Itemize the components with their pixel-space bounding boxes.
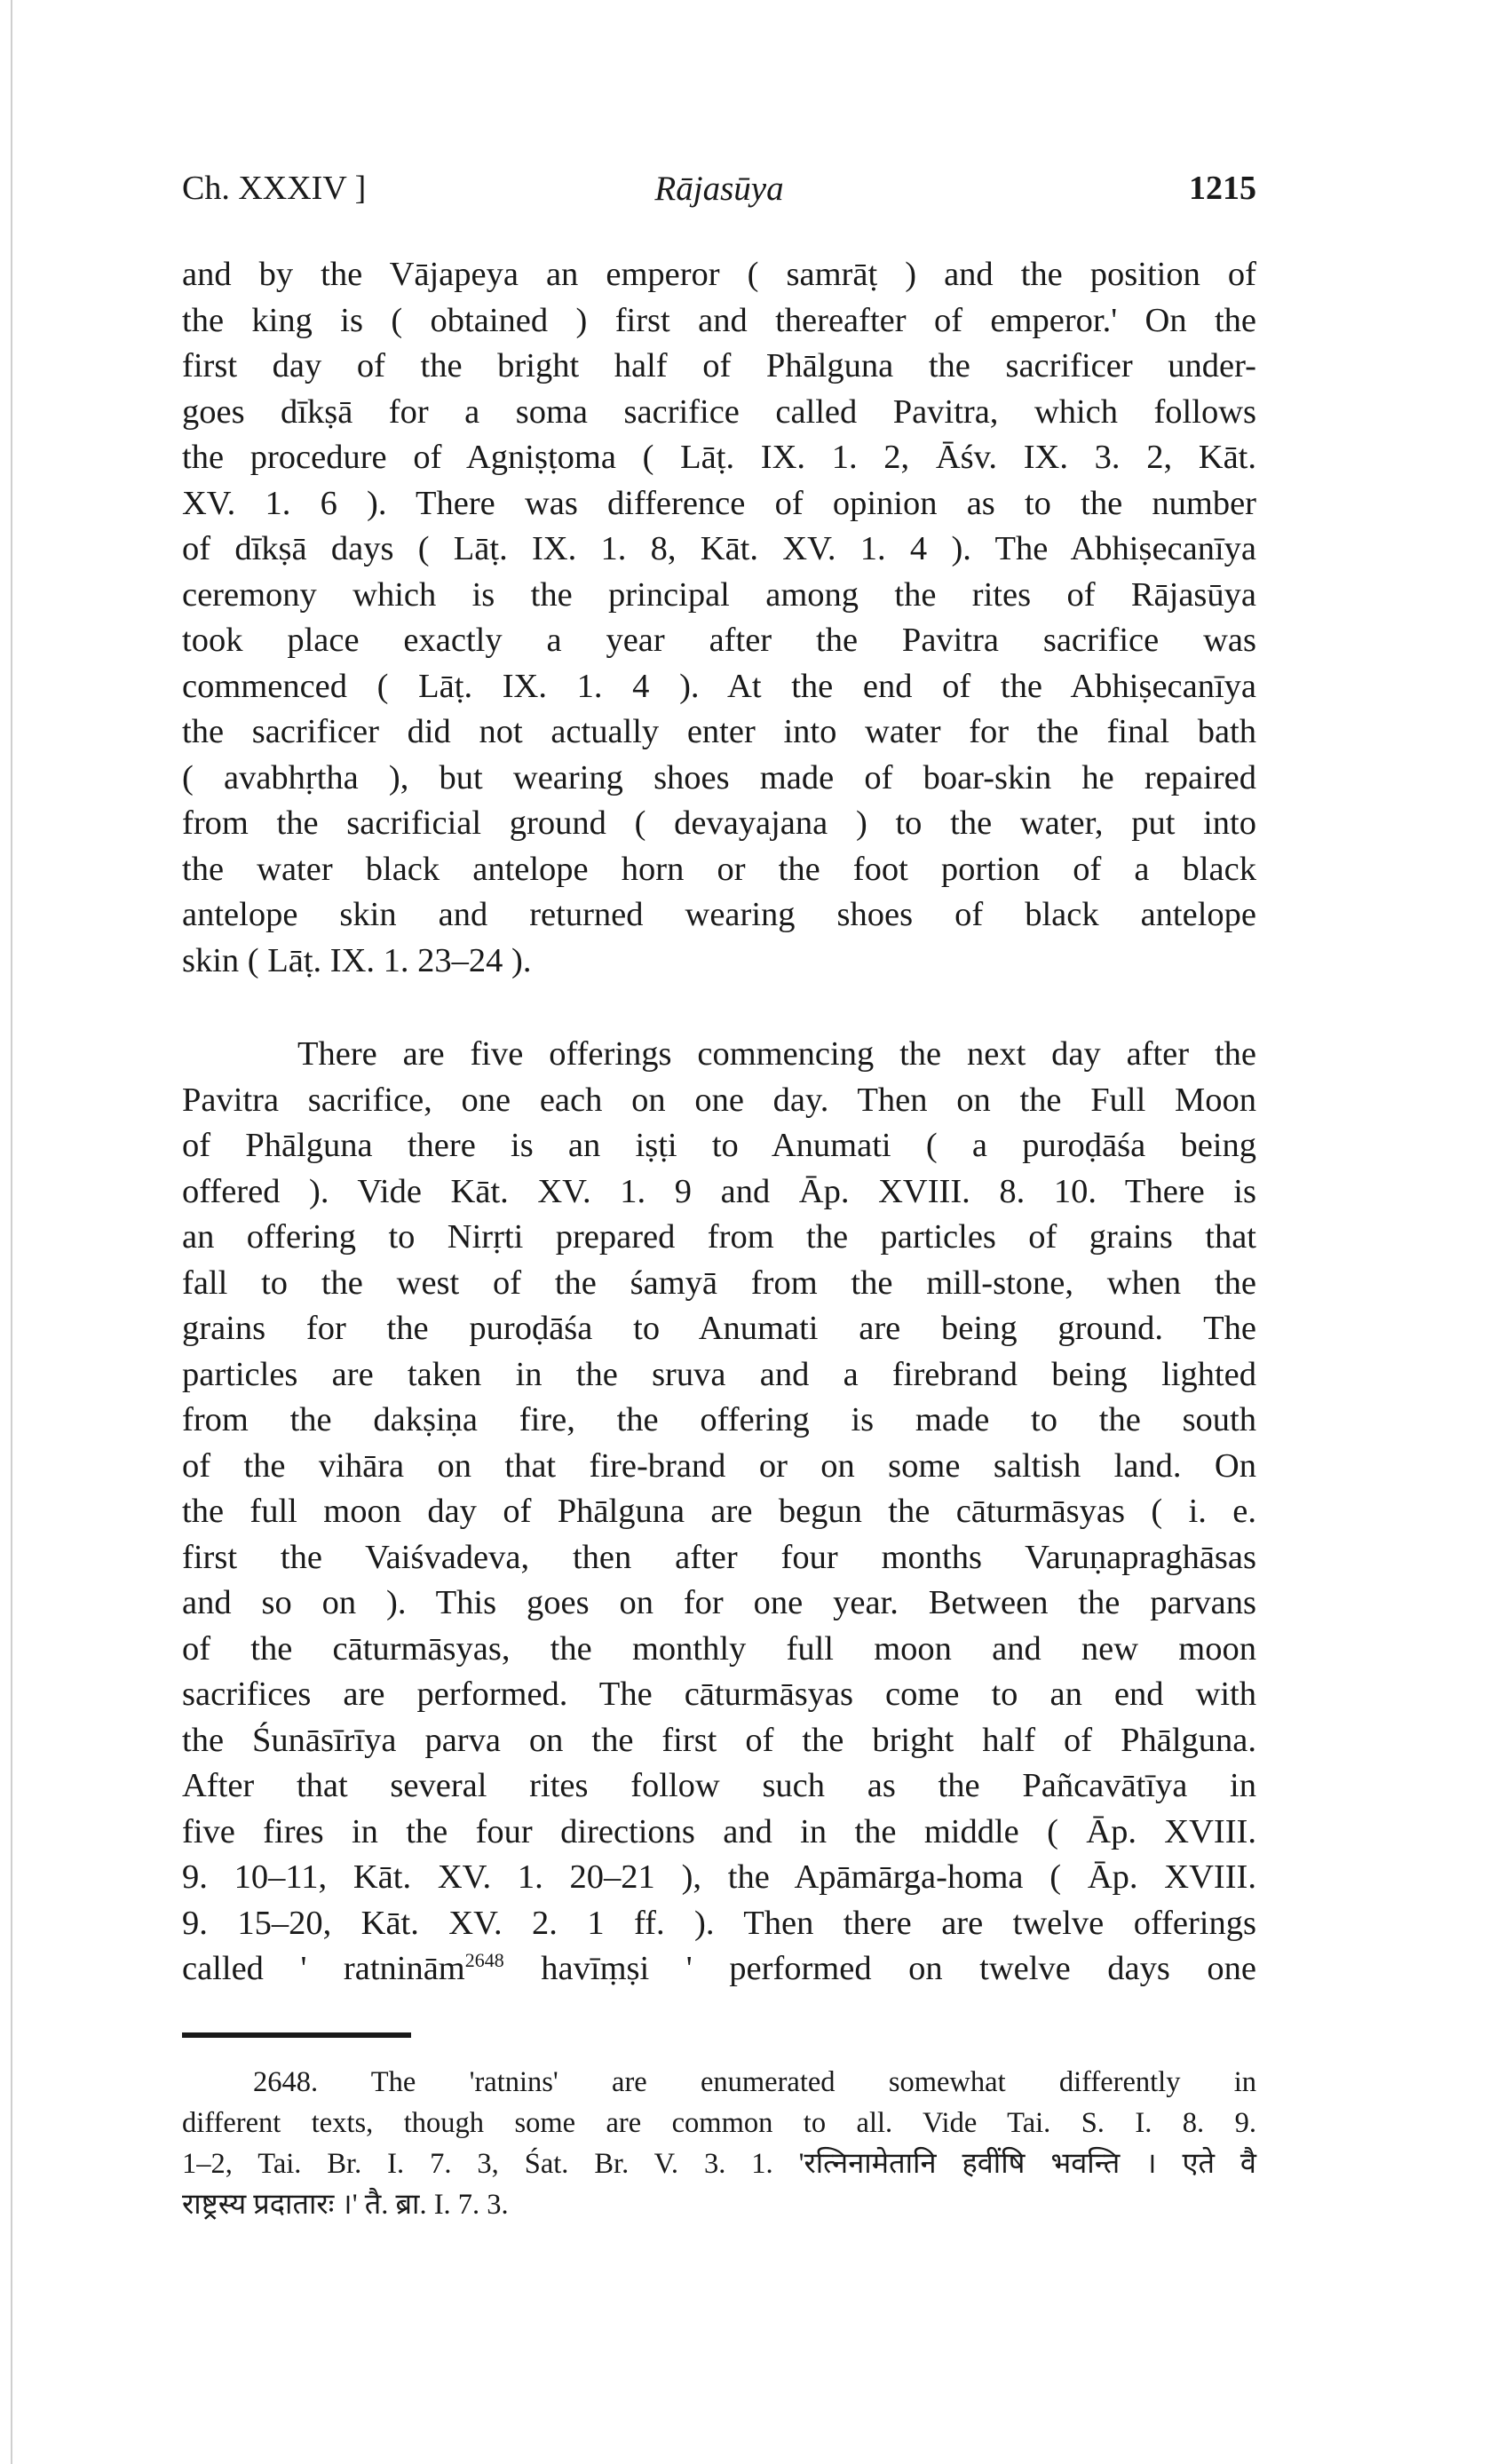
footnote (182, 2062, 1256, 2225)
paragraph-2 (182, 1032, 1256, 1993)
text-line: five fires in the four directions and in the middle ( Āp. XVIII. (182, 1812, 1256, 1850)
text-line: the sacrificer did not actually enter into water for the final bath (182, 713, 1256, 750)
text-line: grains for the puroḍāśa to Anumati are being ground. The (182, 1310, 1256, 1347)
text-line: the water black antelope horn or the foot portion of a black (182, 850, 1256, 888)
text-line: from the dakṣiṇa fire, the offering is made to the south (182, 1401, 1256, 1438)
text-line: first day of the bright half of Phālguna the sacrificer under- (182, 347, 1256, 384)
text-line: of the vihāra on that fire-brand or on some saltish land. On (182, 1446, 1256, 1485)
text-line: ( avabhṛtha ), but wearing shoes made of boar-skin he repaired (182, 758, 1256, 796)
text-line: the procedure of Agniṣṭoma ( Lāṭ. IX. 1. 2, Āśv. IX. 3. 2, Kāt. (182, 439, 1256, 476)
text-line: of dīkṣā days ( Lāṭ. IX. 1. 8, Kāt. XV. 1. 4 ). The Abhiṣecanīya (182, 530, 1256, 567)
text-line: XV. 1. 6 ). There was difference of opinion as to the number (182, 484, 1256, 522)
text-line: Pavitra sacrifice, one each on one day. Then on the Full Moon (182, 1081, 1256, 1119)
text-line: took place exactly a year after the Pavitra sacrifice was (182, 622, 1256, 659)
text-fragment: called ' ratninām (182, 1950, 465, 1987)
text-line: skin ( Lāṭ. IX. 1. 23–24 ). (182, 941, 532, 979)
text-line: After that several rites follow such as the Pañcavātīya in (182, 1767, 1256, 1804)
text-line: sacrifices are performed. The cāturmāsyas come to an end with (182, 1676, 1256, 1713)
paragraph-1 (182, 252, 1256, 984)
footnote-line: 1–2, Tai. Br. I. 7. 3, Śat. Br. V. 3. 1. 'रत्निनामेतानि हवींषि भवन्ति । एते वै (182, 2148, 1256, 2180)
text-line: 9. 10–11, Kāt. XV. 1. 20–21 ), the Apāmārga-homa ( Āp. XVIII. (182, 1858, 1256, 1896)
page-number: 1215 (1189, 170, 1256, 207)
text-line: offered ). Vide Kāt. XV. 1. 9 and Āp. XVIII. 8. 10. There is (182, 1172, 1256, 1210)
chapter-label: Ch. XXXIV ] (182, 170, 367, 207)
paragraph-gap (182, 984, 1256, 1032)
text-line: the full moon day of Phālguna are begun the cāturmāsyas ( i. e. (182, 1493, 1256, 1530)
text-line: fall to the west of the śamyā from the mill-stone, when the (182, 1264, 1256, 1302)
text-line: ceremony which is the principal among the rites of Rājasūya (182, 575, 1256, 614)
text-line: commenced ( Lāṭ. IX. 1. 4 ). At the end of the Abhiṣecanīya (182, 667, 1256, 705)
running-header (182, 169, 1256, 222)
text-line: the Śunāsīrīya parva on the first of the bright half of Phālguna. (182, 1721, 1256, 1759)
footnote-line: 2648. The 'ratnins' are enumerated somewhat differently in (253, 2066, 1256, 2098)
page-edge-line (11, 0, 12, 2464)
text-line: There are five offerings commencing the next day after the (297, 1035, 1256, 1073)
text-line: of Phālguna there is an iṣṭi to Anumati ( a puroḍāśa being (182, 1127, 1256, 1164)
text-fragment: havīṃṣi ' performed on twelve days one (503, 1950, 1256, 1987)
text-line: 9. 15–20, Kāt. XV. 2. 1 ff. ). Then there are twelve offerings (182, 1904, 1256, 1942)
footnote-separator (182, 2032, 411, 2038)
text-line: antelope skin and returned wearing shoes of black antelope (182, 896, 1256, 933)
text-line: particles are taken in the sruva and a firebrand being lighted (182, 1355, 1256, 1393)
text-line: of the cāturmāsyas, the monthly full moon and new moon (182, 1629, 1256, 1668)
text-line: and by the Vājapeya an emperor ( samrāṭ ) and the position of (182, 256, 1256, 293)
text-line: from the sacrificial ground ( devayajana ) to the water, put into (182, 804, 1256, 842)
running-title: Rājasūya (654, 170, 784, 208)
footnote-line: different texts, though some are common to all. Vide Tai. S. I. 8. 9. (182, 2107, 1256, 2139)
text-line-with-footnote-ref (182, 1946, 1256, 1993)
text-line: goes dīkṣā for a soma sacrifice called Pavitra, which follows (182, 392, 1256, 431)
text-line: an offering to Nirṛti prepared from the particles of grains that (182, 1218, 1256, 1256)
text-line: first the Vaiśvadeva, then after four months Varuṇapraghāsas (182, 1538, 1256, 1576)
text-line: and so on ). This goes on for one year. Between the parvans (182, 1584, 1256, 1621)
footnote-line: राष्ट्रस्य प्रदातारः ।' तै. ब्रा. I. 7. 3. (182, 2189, 509, 2221)
body-text (182, 252, 1256, 1993)
text-line: the king is ( obtained ) first and thereafter of emperor.' On the (182, 301, 1256, 339)
footnote-reference: 2648 (464, 1949, 504, 1972)
